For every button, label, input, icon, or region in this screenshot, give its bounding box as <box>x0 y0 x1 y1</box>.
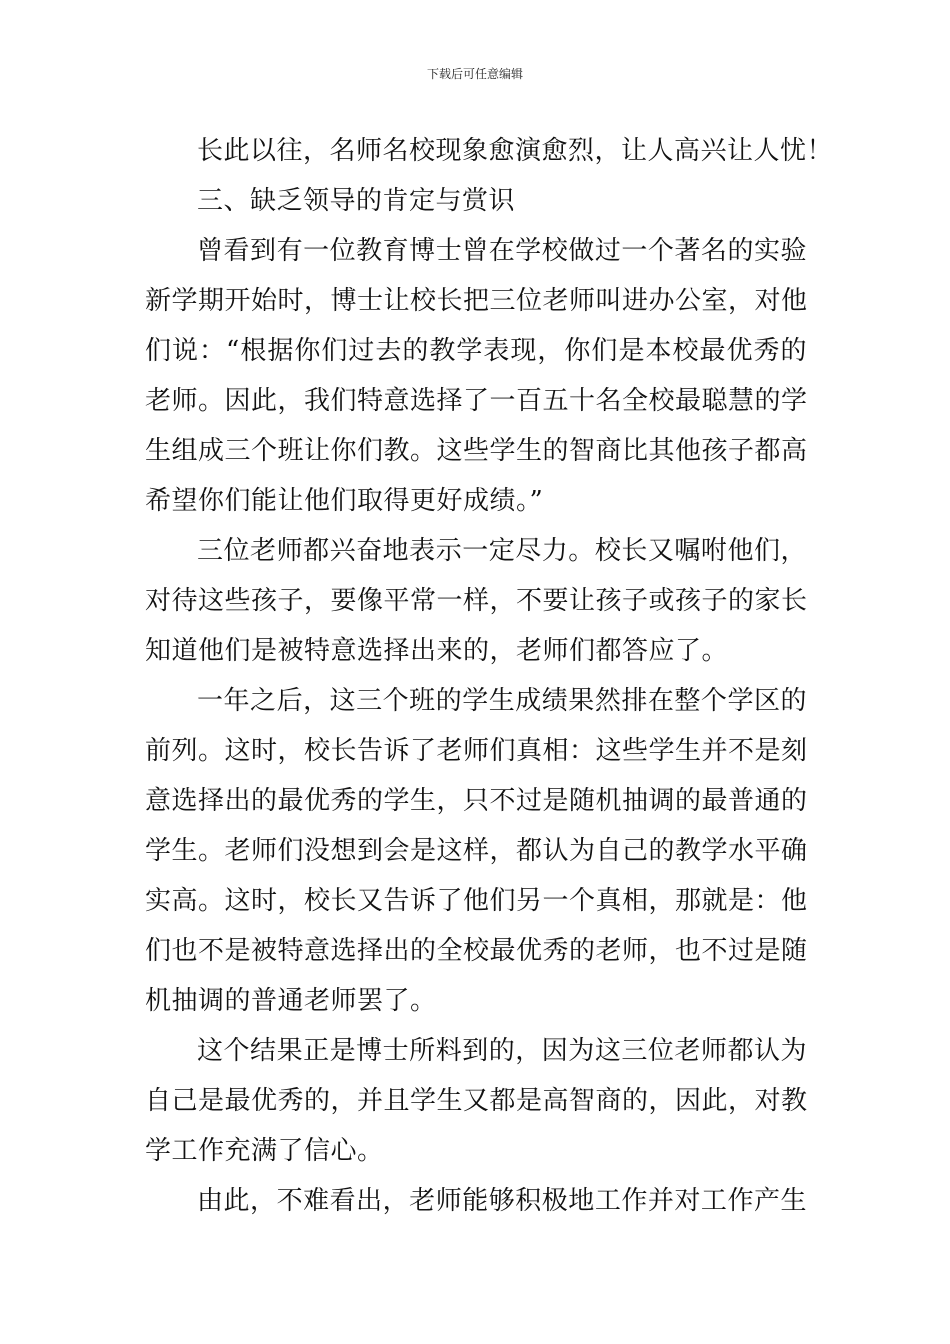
text-line: 学生。老师们没想到会是这样，都认为自己的教学水平确 <box>145 836 808 866</box>
text-line: 实高。这时，校长又告诉了他们另一个真相，那就是：他 <box>145 886 808 916</box>
text-line: 们说：“根据你们过去的教学表现，你们是本校最优秀的 <box>145 336 807 366</box>
text-line: 意选择出的最优秀的学生，只不过是随机抽调的最普通的 <box>145 786 808 816</box>
text-line: 对待这些孩子，要像平常一样，不要让孩子或孩子的家长 <box>145 586 808 616</box>
text-line: 知道他们是被特意选择出来的，老师们都答应了。 <box>145 636 729 666</box>
text-line: 由此，不难看出，老师能够积极地工作并对工作产生 <box>197 1186 807 1216</box>
text-line: 长此以往，名师名校现象愈演愈烈，让人高兴让人忧！ <box>197 136 834 166</box>
text-line: 三位老师都兴奋地表示一定尽力。校长又嘱咐他们， <box>197 536 807 566</box>
text-line: 这个结果正是博士所料到的，因为这三位老师都认为 <box>197 1036 807 1066</box>
text-line: 曾看到有一位教育博士曾在学校做过一个著名的实验 <box>197 236 807 266</box>
text-line: 老师。因此，我们特意选择了一百五十名全校最聪慧的学 <box>145 386 808 416</box>
document-body <box>145 126 834 1226</box>
text-line: 们也不是被特意选择出的全校最优秀的老师，也不过是随 <box>145 936 808 966</box>
text-line: 一年之后，这三个班的学生成绩果然排在整个学区的 <box>197 686 807 716</box>
text-line: 生组成三个班让你们教。这些学生的智商比其他孩子都高 <box>145 436 808 466</box>
text-line: 学工作充满了信心。 <box>145 1136 384 1166</box>
section-heading: 三、缺乏领导的肯定与赏识 <box>197 186 516 216</box>
page-header: 下载后可任意编辑 <box>426 67 523 81</box>
text-line: 自己是最优秀的，并且学生又都是高智商的，因此，对教 <box>145 1086 808 1116</box>
text-line: 前列。这时，校长告诉了老师们真相：这些学生并不是刻 <box>145 736 808 766</box>
text-line: 新学期开始时，博士让校长把三位老师叫进办公室，对他 <box>145 286 808 316</box>
text-line: 机抽调的普通老师罢了。 <box>145 986 437 1016</box>
text-line: 希望你们能让他们取得更好成绩。” <box>145 486 544 516</box>
